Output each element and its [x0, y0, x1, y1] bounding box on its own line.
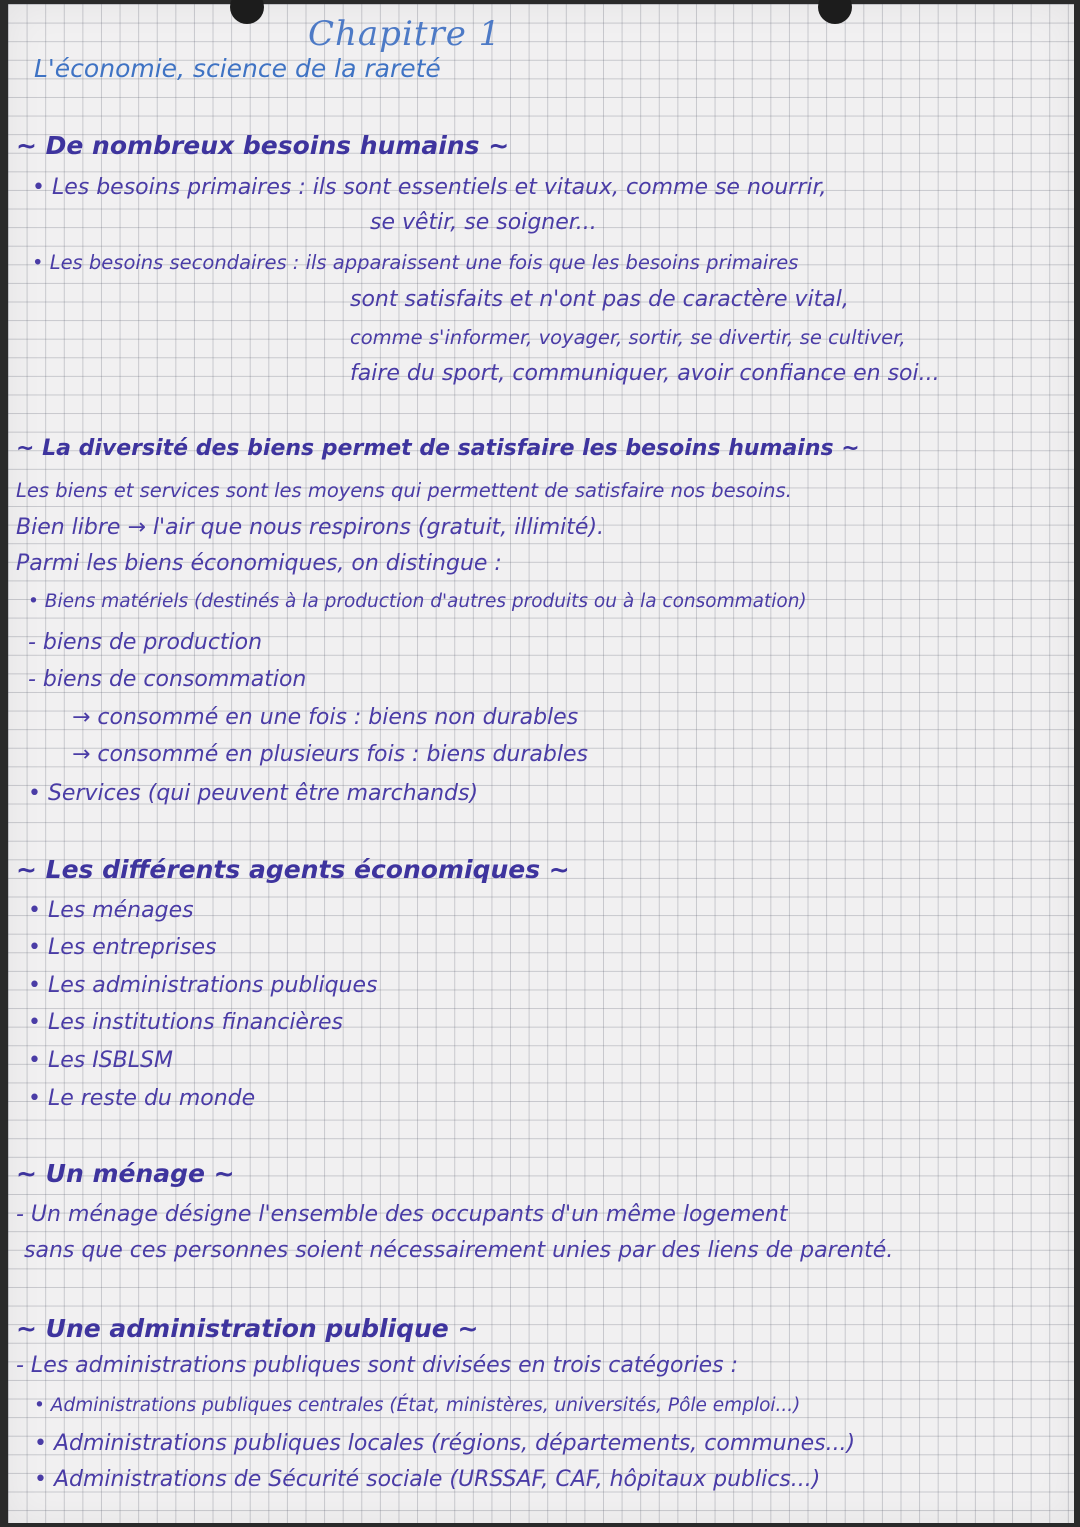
note-line: Les biens et services sont les moyens qui permettent de satisfaire nos besoins. [16, 479, 792, 502]
note-line: - biens de production [28, 630, 263, 655]
note-line: Bien libre → l'air que nous respirons (gratuit, illimité). [16, 515, 605, 540]
note-line: sans que ces personnes soient nécessairement unies par des liens de parenté. [24, 1238, 894, 1263]
chapter-subtitle: L'économie, science de la rareté [34, 54, 441, 83]
note-line: se vêtir, se soigner... [370, 210, 597, 235]
section-heading-besoins: ~ De nombreux besoins humains ~ [16, 131, 510, 160]
list-item: • Les ISBLSM [28, 1048, 173, 1073]
list-item: • Les ménages [28, 898, 194, 923]
list-item: • Le reste du monde [28, 1086, 256, 1111]
note-line: • Services (qui peuvent être marchands) [28, 781, 479, 806]
list-item: • Administrations de Sécurité sociale (URSSAF, CAF, hôpitaux publics...) [34, 1467, 821, 1492]
note-line: Parmi les biens économiques, on distingue : [16, 551, 502, 576]
list-item: • Les administrations publiques [28, 973, 378, 998]
list-item: • Administrations publiques locales (régions, départements, communes...) [34, 1431, 856, 1456]
punch-hole-right [818, 0, 852, 24]
note-line: - Un ménage désigne l'ensemble des occupants d'un même logement [16, 1202, 788, 1227]
section-heading-biens: ~ La diversité des biens permet de satisfaire les besoins humains ~ [16, 436, 860, 461]
section-heading-agents: ~ Les différents agents économiques ~ [16, 855, 570, 884]
chapter-title: Chapitre 1 [308, 14, 502, 54]
note-line: - biens de consommation [28, 667, 307, 692]
punch-hole-left [230, 0, 264, 24]
note-line: • Les besoins primaires : ils sont essentiels et vitaux, comme se nourrir, [32, 175, 827, 200]
section-heading-menage: ~ Un ménage ~ [16, 1159, 235, 1188]
list-item: • Administrations publiques centrales (État, ministères, universités, Pôle emploi...) [34, 1395, 801, 1416]
section-heading-administration: ~ Une administration publique ~ [16, 1314, 479, 1343]
note-line: faire du sport, communiquer, avoir confiance en soi... [350, 361, 940, 386]
note-line: • Les besoins secondaires : ils apparaissent une fois que les besoins primaires [32, 251, 799, 274]
list-item: • Les institutions financières [28, 1010, 344, 1035]
note-line: comme s'informer, voyager, sortir, se divertir, se cultiver, [350, 326, 906, 349]
list-item: • Les entreprises [28, 935, 217, 960]
note-line: • Biens matériels (destinés à la production d'autres produits ou à la consommation) [28, 591, 807, 612]
note-line: sont satisfaits et n'ont pas de caractère vital, [350, 287, 849, 312]
note-line: → consommé en plusieurs fois : biens durables [72, 742, 588, 767]
notebook-page [8, 4, 1074, 1523]
note-line: - Les administrations publiques sont divisées en trois catégories : [16, 1353, 739, 1378]
note-line: → consommé en une fois : biens non durables [72, 705, 579, 730]
